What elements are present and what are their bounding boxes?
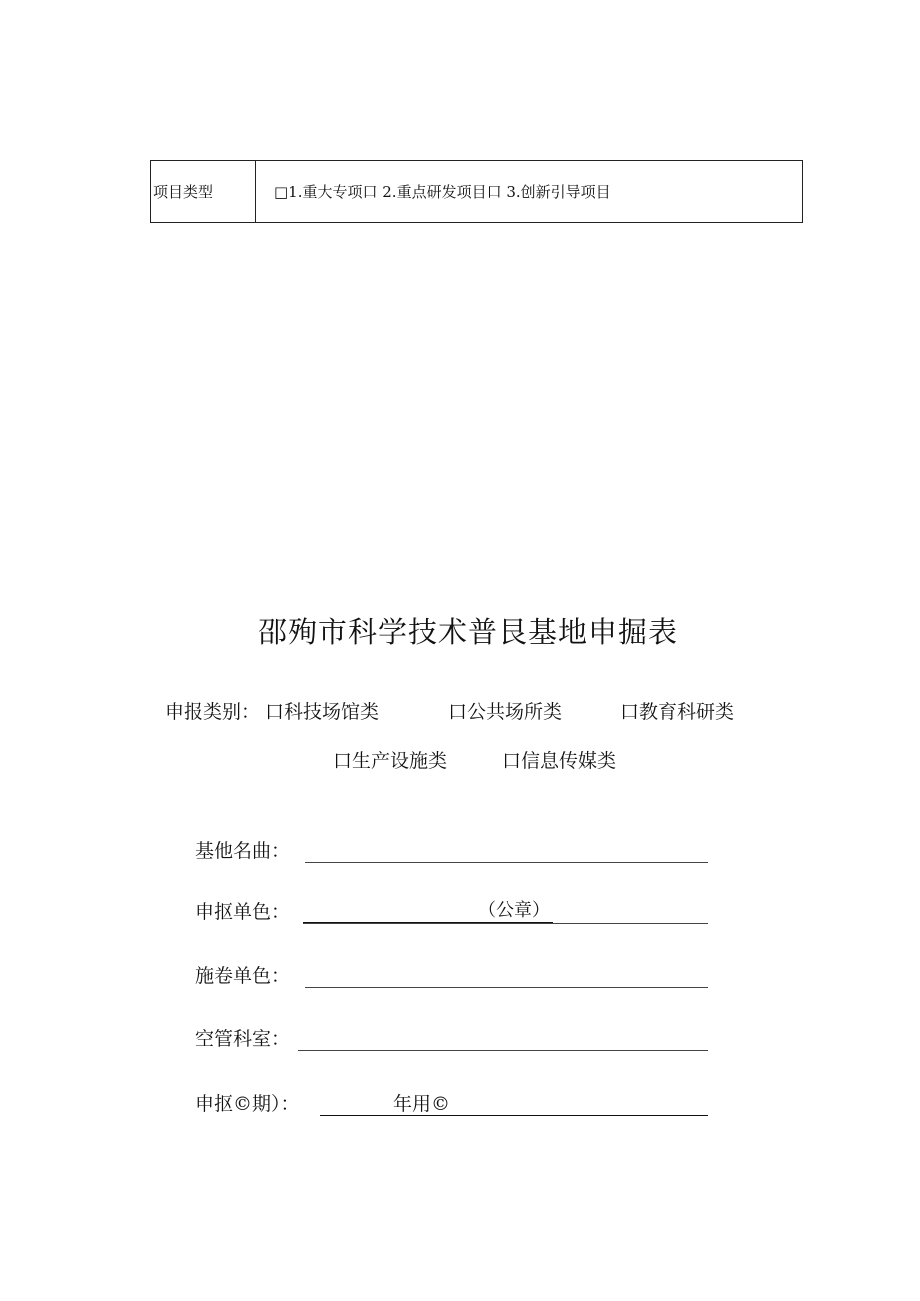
category-option-media[interactable]: 口信息传媒类 xyxy=(502,750,617,772)
category-option-public-place[interactable]: 口公共场所类 xyxy=(448,701,563,723)
managing-office-input-line[interactable] xyxy=(298,1026,708,1051)
project-type-options: □1.重大专项口 2.重点研发项目口 3.创新引导项目 xyxy=(274,183,611,201)
field-applicant-unit xyxy=(195,894,708,924)
field-managing-office xyxy=(195,1021,708,1051)
category-option-science-venue[interactable]: 口科技场馆类 xyxy=(265,701,380,723)
project-type-label: 项目类型 xyxy=(151,161,256,222)
category-label: 申报类别： xyxy=(165,701,261,723)
stamp-note: （公章） xyxy=(478,900,550,921)
project-type-table xyxy=(150,160,803,223)
field-base-name xyxy=(195,833,708,863)
field-builder-unit xyxy=(195,958,708,988)
category-option-education-research[interactable]: 口教育科研类 xyxy=(620,701,735,723)
applicant-unit-label: 申抠单色： xyxy=(195,901,291,923)
apply-date-value: 年用© xyxy=(393,1093,451,1115)
category-option-production-facility[interactable]: 口生产设施类 xyxy=(333,750,448,772)
base-name-label: 基他名曲： xyxy=(195,840,291,862)
builder-unit-label: 施卷单色： xyxy=(195,965,291,987)
page-title: 邵殉市科学技术普艮基地申掘表 xyxy=(257,615,678,649)
base-name-input-line[interactable] xyxy=(305,838,708,863)
applicant-unit-input-line[interactable] xyxy=(303,899,708,924)
builder-unit-input-line[interactable] xyxy=(305,963,708,988)
apply-date-input-line[interactable] xyxy=(320,1091,708,1116)
apply-date-label: 申抠©期）： xyxy=(195,1093,300,1115)
field-apply-date xyxy=(195,1086,708,1116)
managing-office-label: 空管科室： xyxy=(195,1028,291,1050)
